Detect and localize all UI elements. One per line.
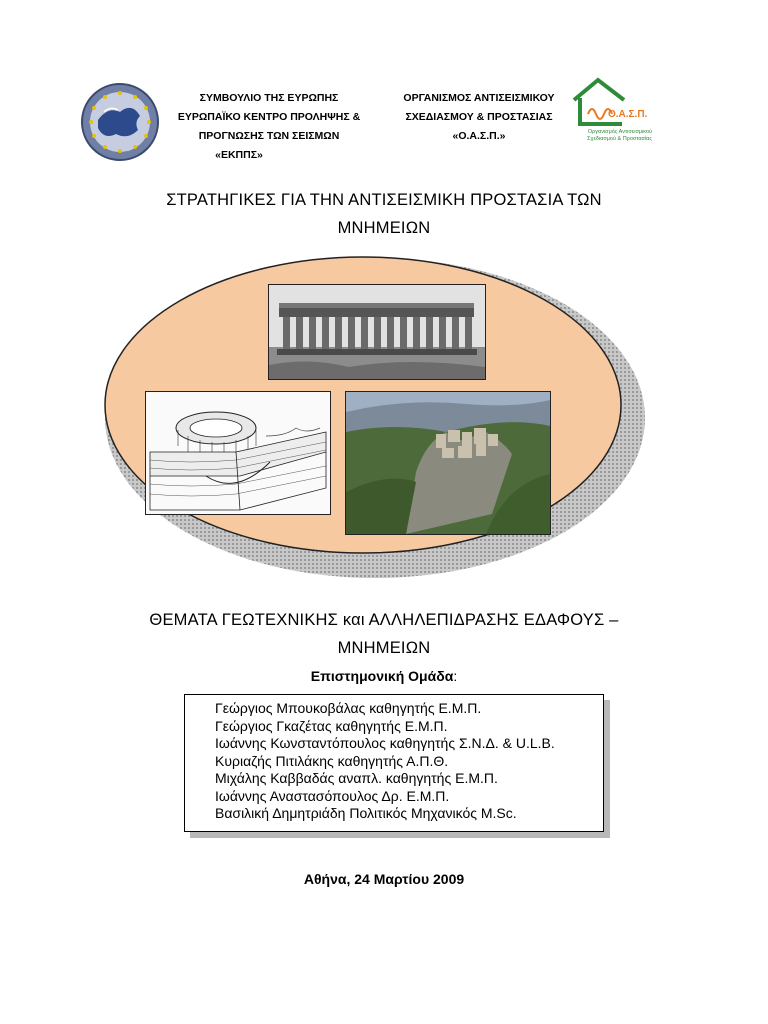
right-organization-block (388, 89, 570, 146)
document-date: Αθήνα, 24 Μαρτίου 2009 (303, 871, 465, 887)
left-org-line: ΣΥΜΒΟΥΛΙΟ ΤΗΣ ΕΥΡΩΠΗΣ (199, 92, 339, 104)
team-member: Γεώργιος Γκαζέτας καθηγητής Ε.Μ.Π. (215, 717, 448, 734)
team-member: Κυριαζής Πιτιλάκης καθηγητής Α.Π.Θ. (215, 752, 449, 769)
subtitle-line: ΜΝΗΜΕΙΩΝ (337, 639, 431, 657)
subtitle-line: ΘΕΜΑΤΑ ΓΕΩΤΕΧΝΙΚΗΣ και ΑΛΛΗΛΕΠΙΔΡΑΣΗΣ ΕΔΑΦΟΥΣ – (149, 611, 619, 629)
title-line: ΜΝΗΜΕΙΩΝ (337, 219, 431, 237)
team-member: Ιωάννης Αναστασόπουλος Δρ. Ε.Μ.Π. (215, 787, 450, 804)
oasp-abbrev: Ο.Α.Σ.Π. (608, 109, 648, 120)
temple-photo (268, 284, 486, 380)
left-org-line: ΠΡΟΓΝΩΣΗΣ ΤΩΝ ΣΕΙΣΜΩΝ (198, 130, 340, 142)
oasp-tagline-line: Σχεδιασμού & Προστασίας (587, 136, 652, 142)
team-heading-colon: : (453, 668, 458, 684)
team-box (184, 694, 604, 832)
right-org-line: ΣΧΕΔΙΑΣΜΟΥ & ΠΡΟΣΤΑΣΙΑΣ (405, 111, 553, 123)
team-member-list (215, 700, 555, 823)
left-organization-block (163, 89, 375, 165)
team-heading (0, 667, 768, 685)
oasp-tagline-line: Οργανισμός Αντισεισμικού (587, 129, 652, 135)
hilltown-photo (345, 391, 551, 535)
right-org-line: «Ο.Α.Σ.Π.» (452, 130, 506, 142)
council-of-europe-emblem (80, 82, 160, 162)
team-member: Μιχάλης Καββαδάς αναπλ. καθηγητής Ε.Μ.Π. (215, 770, 498, 786)
team-heading-label: Επιστημονική Ομάδα (310, 668, 454, 684)
team-member: Βασιλική Δημητριάδη Πολιτικός Μηχανικός M.Sc. (215, 805, 517, 821)
title-line: ΣΤΡΑΤΗΓΙΚΕΣ ΓΙΑ ΤΗΝ ΑΝΤΙΣΕΙΣΜΙΚΗ ΠΡΟΣΤΑΣΙΑ ΤΩΝ (166, 191, 602, 209)
right-org-line: ΟΡΓΑΝΙΣΜΟΣ ΑΝΤΙΣΕΙΣΜΙΚΟΥ (403, 92, 555, 104)
section-subtitle (0, 606, 768, 662)
oasp-tagline (570, 129, 652, 143)
colosseum-diagram (145, 391, 331, 515)
left-org-line: ΕΥΡΩΠΑΪΚΟ ΚΕΝΤΡΟ ΠΡΟΛΗΨΗΣ & (177, 111, 361, 123)
team-member: Γεώργιος Μπουκοβάλας καθηγητής Ε.Μ.Π. (215, 700, 482, 716)
left-org-line: «ΕΚΠΠΣ» (215, 149, 263, 161)
team-member: Ιωάννης Κωνσταντόπουλος καθηγητής Σ.Ν.Δ. & U.L.B. (215, 735, 555, 751)
house-icon (570, 76, 652, 128)
oasp-logo (570, 76, 652, 152)
page-title (0, 186, 768, 242)
